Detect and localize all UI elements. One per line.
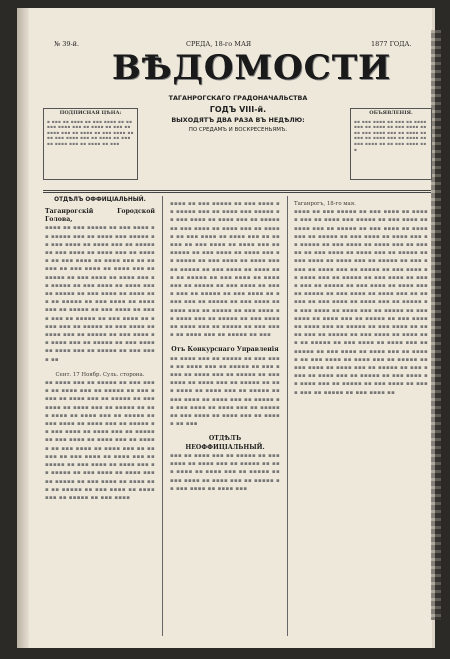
column-divider [162, 196, 163, 636]
article-body: ▪▪▪▪ ▪▪ ▪▪▪ ▪▪▪▪▪ ▪▪ ▪▪▪ ▪▪▪▪ ▪▪ ▪▪▪▪▪ ▪▪▪ ▪▪ ▪▪▪▪ ▪▪▪ ▪▪▪▪▪ ▪▪ ▪▪▪ ▪▪▪▪ ▪▪ ▪▪▪▪ ▪▪▪ ▪▪ ▪▪▪▪▪ ▪▪ ▪▪▪ ▪▪▪▪ ▪▪ ▪▪▪▪ ▪▪▪ ▪▪ ▪▪▪▪▪ ▪▪ ▪▪▪ ▪▪▪▪ ▪▪ ▪▪▪▪ ▪▪▪ ▪▪ ▪▪▪▪▪ ▪▪ ▪▪▪ ▪▪▪▪ ▪▪ ▪▪▪▪ ▪▪▪ ▪▪ ▪▪▪▪▪ ▪▪ ▪▪▪ ▪▪▪▪ ▪▪ ▪▪▪▪ ▪▪▪ ▪▪ ▪▪▪▪▪ ▪▪ ▪▪▪ ▪▪▪▪ ▪▪ ▪▪▪▪ ▪▪▪ ▪▪ ▪▪▪▪▪ ▪▪ ▪▪▪ ▪▪▪▪ ▪▪ ▪▪▪▪ ▪▪▪ ▪▪ ▪▪▪▪▪ ▪▪ ▪▪▪ ▪▪▪▪ ▪▪ ▪▪▪▪ ▪▪▪ ▪▪ ▪▪▪▪▪ ▪▪ ▪▪▪ ▪▪▪▪ ▪▪ ▪▪▪▪ ▪▪▪ ▪▪ ▪▪▪▪▪ ▪▪ ▪▪▪ ▪▪▪▪ ▪▪ ▪▪▪▪ ▪▪▪ ▪▪ ▪▪▪▪▪ ▪▪ ▪▪▪ ▪▪▪▪ ▪▪ ▪▪▪▪ ▪▪▪ ▪▪ ▪▪▪▪▪ ▪▪ ▪▪▪ ▪▪▪▪ ▪▪ ▪▪▪▪ ▪▪▪ ▪▪ ▪▪▪▪▪ ▪▪ ▪▪▪ ▪▪▪▪ ▪▪ ▪▪▪▪ ▪▪▪ ▪▪ ▪▪▪▪▪ ▪▪ ▪▪▪ ▪▪▪▪ ▪▪ [45, 225, 155, 363]
article-body: ▪▪▪▪ ▪▪ ▪▪▪ ▪▪▪▪▪ ▪▪ ▪▪▪ ▪▪▪▪ ▪▪ ▪▪▪▪▪ ▪▪▪ ▪▪ ▪▪▪▪ ▪▪▪ ▪▪▪▪▪ ▪▪ ▪▪▪ ▪▪▪▪ ▪▪ ▪▪▪▪ ▪▪▪ ▪▪ ▪▪▪▪▪ ▪▪ ▪▪▪ ▪▪▪▪ ▪▪ ▪▪▪▪ ▪▪▪ ▪▪ ▪▪▪▪▪ ▪▪ ▪▪▪ ▪▪▪▪ ▪▪ ▪▪▪▪ ▪▪▪ ▪▪ ▪▪▪▪▪ ▪▪ ▪▪▪ ▪▪▪▪ ▪▪ ▪▪▪▪ ▪▪▪ ▪▪ ▪▪▪▪▪ ▪▪ ▪▪▪ ▪▪▪▪ ▪▪ ▪▪▪▪ ▪▪▪ ▪▪ ▪▪▪▪▪ ▪▪ ▪▪▪ ▪▪▪▪ ▪▪ ▪▪▪▪ ▪▪▪ ▪▪ ▪▪▪▪▪ ▪▪ ▪▪▪ ▪▪▪▪ ▪▪ ▪▪▪▪ ▪▪▪ ▪▪ ▪▪▪▪▪ ▪▪ ▪▪▪ ▪▪▪▪ ▪▪ ▪▪▪▪ ▪▪▪ ▪▪ ▪▪▪▪▪ ▪▪ ▪▪▪ ▪▪▪▪ ▪▪ ▪▪▪▪ ▪▪▪ ▪▪ ▪▪▪▪▪ ▪▪ ▪▪▪ ▪▪▪▪ ▪▪ ▪▪▪▪ ▪▪▪ ▪▪ ▪▪▪▪▪ ▪▪ ▪▪▪ ▪▪▪▪ ▪▪ ▪▪▪▪ ▪▪▪ ▪▪ ▪▪▪▪▪ ▪▪ ▪▪▪ ▪▪▪▪ ▪▪ ▪▪▪▪ ▪▪▪ ▪▪ ▪▪▪▪▪ ▪▪ ▪▪▪ ▪▪▪▪ ▪▪ ▪▪▪▪ ▪▪▪ ▪▪ ▪▪▪▪▪ ▪▪ ▪▪▪ ▪▪▪▪ ▪▪ ▪▪▪▪ ▪▪▪ ▪▪ ▪▪▪▪▪ ▪▪ ▪▪▪ [170, 201, 280, 339]
subscription-text: ▪ ▪▪▪ ▪▪ ▪▪▪▪ ▪▪ ▪▪▪ ▪▪▪▪ ▪▪ ▪▪ ▪▪▪ ▪▪▪▪ ▪▪▪ ▪▪ ▪▪▪▪ ▪▪ ▪▪▪ ▪▪ ▪▪▪▪ ▪▪▪ ▪▪ ▪▪▪▪ ▪▪ ▪▪▪ ▪▪▪▪ ▪▪ ▪▪ ▪▪▪ ▪▪▪▪ ▪▪▪ ▪▪ ▪▪▪▪ ▪▪ ▪▪▪ ▪▪ ▪▪▪▪ ▪▪▪ ▪▪ ▪▪▪▪ ▪▪ ▪▪▪ [47, 118, 134, 146]
subscription-box [43, 108, 138, 180]
article-lead: Таганрогскій Городской Голова, [45, 208, 155, 224]
article-body: ▪▪▪▪ ▪▪ ▪▪▪ ▪▪▪▪▪ ▪▪ ▪▪▪ ▪▪▪▪ ▪▪ ▪▪▪▪▪ ▪▪▪ ▪▪ ▪▪▪▪ ▪▪▪ ▪▪▪▪▪ ▪▪ ▪▪▪ ▪▪▪▪ ▪▪ ▪▪▪▪ ▪▪▪ ▪▪ ▪▪▪▪▪ ▪▪ ▪▪▪ ▪▪▪▪ ▪▪ ▪▪▪▪ ▪▪▪ ▪▪ ▪▪▪▪▪ ▪▪ ▪▪▪ ▪▪▪▪ ▪▪ ▪▪▪▪ ▪▪▪ ▪▪ ▪▪▪▪▪ ▪▪ ▪▪▪ ▪▪▪▪ ▪▪ ▪▪▪▪ ▪▪▪ ▪▪ ▪▪▪▪▪ ▪▪ ▪▪▪ ▪▪▪▪ ▪▪ ▪▪▪▪ ▪▪▪ ▪▪ ▪▪▪▪▪ ▪▪ ▪▪▪ ▪▪▪▪ ▪▪ ▪▪▪▪ ▪▪▪ ▪▪ ▪▪▪▪▪ ▪▪ ▪▪▪ ▪▪▪▪ ▪▪ ▪▪▪▪ ▪▪▪ ▪▪ ▪▪▪▪▪ ▪▪ ▪▪▪ ▪▪▪▪ ▪▪ ▪▪▪▪ ▪▪▪ ▪▪ ▪▪▪▪▪ ▪▪ ▪▪▪ ▪▪▪▪ ▪▪ ▪▪▪▪ ▪▪▪ ▪▪ ▪▪▪▪▪ ▪▪ ▪▪▪ ▪▪▪▪ ▪▪ ▪▪▪▪ ▪▪▪ ▪▪ ▪▪▪▪▪ ▪▪ ▪▪▪ ▪▪▪▪ ▪▪ ▪▪▪▪ ▪▪▪ ▪▪ ▪▪▪▪▪ ▪▪ ▪▪▪ ▪▪▪▪ ▪▪ ▪▪▪▪ ▪▪▪ ▪▪ ▪▪▪▪▪ ▪▪ ▪▪▪ ▪▪▪▪ ▪▪ ▪▪▪▪ ▪▪▪ ▪▪ ▪▪▪▪▪ ▪▪ ▪▪▪ ▪▪▪▪ ▪▪ ▪▪▪▪ ▪▪▪ ▪▪ ▪▪▪▪▪ ▪▪ ▪▪▪ ▪▪▪▪ ▪▪ ▪▪▪▪ ▪▪▪ ▪▪ ▪▪▪▪▪ ▪▪ ▪▪▪ ▪▪▪▪ ▪▪ ▪▪▪▪ ▪▪▪ ▪▪ ▪▪▪▪▪ ▪▪ ▪▪▪ ▪▪▪▪ ▪▪ ▪▪▪▪ ▪▪▪ ▪▪ ▪▪▪▪▪ ▪▪ ▪▪▪ ▪▪▪▪ ▪▪ ▪▪▪▪ ▪▪▪ ▪▪ ▪▪▪▪▪ ▪▪ ▪▪▪ ▪▪▪▪ ▪▪ ▪▪▪▪ ▪▪▪ ▪▪ ▪▪▪▪▪ ▪▪ ▪▪▪ ▪▪▪▪ ▪▪ ▪▪▪▪ ▪▪▪ ▪▪ ▪▪▪▪▪ ▪▪ ▪▪▪ ▪▪▪▪ ▪▪ ▪▪▪▪ ▪▪▪ ▪▪ ▪▪▪▪▪ ▪▪ ▪▪▪ ▪▪▪▪ ▪▪ ▪▪▪▪ ▪▪▪ ▪▪ ▪▪▪▪▪ ▪▪ ▪▪▪ ▪▪▪▪ ▪▪ ▪▪▪▪ ▪▪▪ ▪▪ ▪▪▪▪▪ ▪▪ ▪▪▪ ▪▪▪▪ ▪▪ ▪▪▪▪ ▪▪▪ ▪▪ ▪▪▪▪▪ ▪▪ ▪▪▪ ▪▪▪▪ ▪▪ [294, 209, 428, 396]
header-rule-thin [43, 192, 431, 193]
column-official [45, 208, 155, 638]
column-middle [170, 200, 280, 640]
binding-edge [431, 30, 441, 620]
masthead-days: ПО СРЕДАМЪ И ВОСКРЕСЕНЬЯМЪ. [188, 127, 288, 133]
article-body: ▪▪▪ ▪▪ ▪▪▪▪ ▪▪▪ ▪▪ ▪▪▪▪▪ ▪▪ ▪▪▪ ▪▪▪▪ ▪▪ ▪▪▪▪ ▪▪▪ ▪▪ ▪▪▪▪▪ ▪▪ ▪▪▪ ▪▪▪▪ ▪▪ ▪▪▪▪ ▪▪▪ ▪▪ ▪▪▪▪▪ ▪▪ ▪▪▪ ▪▪▪▪ ▪▪ ▪▪▪▪ ▪▪▪ ▪▪ ▪▪▪▪▪ ▪▪ ▪▪▪ ▪▪▪▪ ▪▪ ▪▪▪▪ ▪▪▪ [170, 452, 280, 492]
column-divider [287, 196, 288, 636]
masthead-title: ВѢДОМОСТИ [112, 48, 392, 88]
section-official-heading: ОТДѢЛЪ ОФФИЦІАЛЬНЫЙ. [54, 197, 146, 203]
page-spine [17, 8, 29, 648]
article-dateline: Сент. 17 Ноябр. Суль. сторона. [55, 371, 145, 378]
announcements-heading: ОБЪЯВЛЕНІЯ. [369, 110, 413, 116]
masthead-frequency: ВЫХОДЯТЪ ДВА РАЗА ВЪ НЕДѢЛЮ: [171, 116, 305, 124]
section-unofficial-heading: ОТДѢЛЪ НЕОФФИЦІАЛЬНЫЙ. [185, 435, 265, 451]
issue-date: СРЕДА, 18-го МАЯ [186, 40, 252, 48]
announcements-text: ▪▪ ▪▪▪ ▪▪▪▪ ▪▪ ▪▪▪ ▪▪ ▪▪▪▪ ▪▪▪ ▪▪ ▪▪▪▪ ▪▪ ▪▪▪ ▪▪▪▪ ▪▪ ▪▪ ▪▪▪ ▪▪▪▪ ▪▪▪ ▪▪ ▪▪▪▪ ▪▪ ▪▪▪ ▪▪ ▪▪▪▪ ▪▪▪ ▪▪ ▪▪▪▪ ▪▪ ▪▪▪ ▪▪▪▪ ▪▪ ▪▪ ▪▪▪ ▪▪▪▪ ▪▪▪ [354, 118, 427, 152]
article-dateline: Таганрогъ, 18-го мая. [294, 201, 356, 207]
article-body: ▪▪ ▪▪▪▪ ▪▪▪ ▪▪ ▪▪▪▪▪ ▪▪ ▪▪▪ ▪▪▪▪ ▪▪ ▪▪▪▪ ▪▪▪ ▪▪ ▪▪▪▪▪ ▪▪ ▪▪▪ ▪▪▪▪ ▪▪ ▪▪▪▪ ▪▪▪ ▪▪ ▪▪▪▪▪ ▪▪ ▪▪▪ ▪▪▪▪ ▪▪ ▪▪▪▪ ▪▪▪ ▪▪ ▪▪▪▪▪ ▪▪ ▪▪▪ ▪▪▪▪ ▪▪ ▪▪▪▪ ▪▪▪ ▪▪ ▪▪▪▪▪ ▪▪ ▪▪▪ ▪▪▪▪ ▪▪ ▪▪▪▪ ▪▪▪ ▪▪ ▪▪▪▪▪ ▪▪ ▪▪▪ ▪▪▪▪ ▪▪ ▪▪▪▪ ▪▪▪ ▪▪ ▪▪▪▪▪ ▪▪ ▪▪▪ ▪▪▪▪ ▪▪ ▪▪▪▪ ▪▪▪ ▪▪ ▪▪▪▪▪ ▪▪ ▪▪▪ ▪▪▪▪ ▪▪ ▪▪▪▪ ▪▪▪ ▪▪ ▪▪▪▪▪ ▪▪ ▪▪▪ ▪▪▪▪ ▪▪ ▪▪▪▪ ▪▪▪ ▪▪ ▪▪▪▪▪ ▪▪ ▪▪▪ ▪▪▪▪ ▪▪ ▪▪▪▪ ▪▪▪ ▪▪ ▪▪▪▪▪ ▪▪ ▪▪▪ ▪▪▪▪ ▪▪ ▪▪▪▪ ▪▪▪ ▪▪ ▪▪▪▪▪ ▪▪ ▪▪▪ ▪▪▪▪ ▪▪ ▪▪▪▪ ▪▪▪ ▪▪ ▪▪▪▪▪ ▪▪ ▪▪▪ ▪▪▪▪ ▪▪ ▪▪▪▪ ▪▪▪ ▪▪ ▪▪▪▪▪ ▪▪ ▪▪▪ ▪▪▪▪ [45, 380, 155, 501]
issue-year: 1877 ГОДА. [371, 40, 412, 48]
article-body: ▪▪ ▪▪▪▪ ▪▪▪ ▪▪ ▪▪▪▪▪ ▪▪ ▪▪▪ ▪▪▪▪ ▪▪ ▪▪▪▪ ▪▪▪ ▪▪ ▪▪▪▪▪ ▪▪ ▪▪▪ ▪▪▪▪ ▪▪ ▪▪▪▪ ▪▪▪ ▪▪ ▪▪▪▪▪ ▪▪ ▪▪▪ ▪▪▪▪ ▪▪ ▪▪▪▪ ▪▪▪ ▪▪ ▪▪▪▪▪ ▪▪ ▪▪▪ ▪▪▪▪ ▪▪ ▪▪▪▪ ▪▪▪ ▪▪ ▪▪▪▪▪ ▪▪ ▪▪▪ ▪▪▪▪ ▪▪ ▪▪▪▪ ▪▪▪ ▪▪ ▪▪▪▪▪ ▪▪ ▪▪▪ ▪▪▪▪ ▪▪ ▪▪▪▪ ▪▪▪ ▪▪ ▪▪▪▪▪ ▪▪ ▪▪▪ ▪▪▪▪ ▪▪ ▪▪▪▪ ▪▪▪ ▪▪ ▪▪▪▪▪ ▪▪ ▪▪▪ [170, 355, 280, 428]
masthead-subtitle: ТАГАНРОГСКАГО ГРАДОНАЧАЛЬСТВА [168, 94, 308, 102]
section-competition-heading: Отъ Конкурснаго Управленія [171, 346, 279, 354]
masthead-year-line: ГОДЪ VIII-й. [209, 105, 267, 114]
header-rule [43, 190, 431, 191]
column-right [294, 200, 428, 640]
subscription-heading: ПОДПИСНАЯ ЦѢНА: [59, 110, 122, 116]
issue-number: № 39-й. [54, 40, 80, 48]
announcements-box [350, 108, 432, 180]
